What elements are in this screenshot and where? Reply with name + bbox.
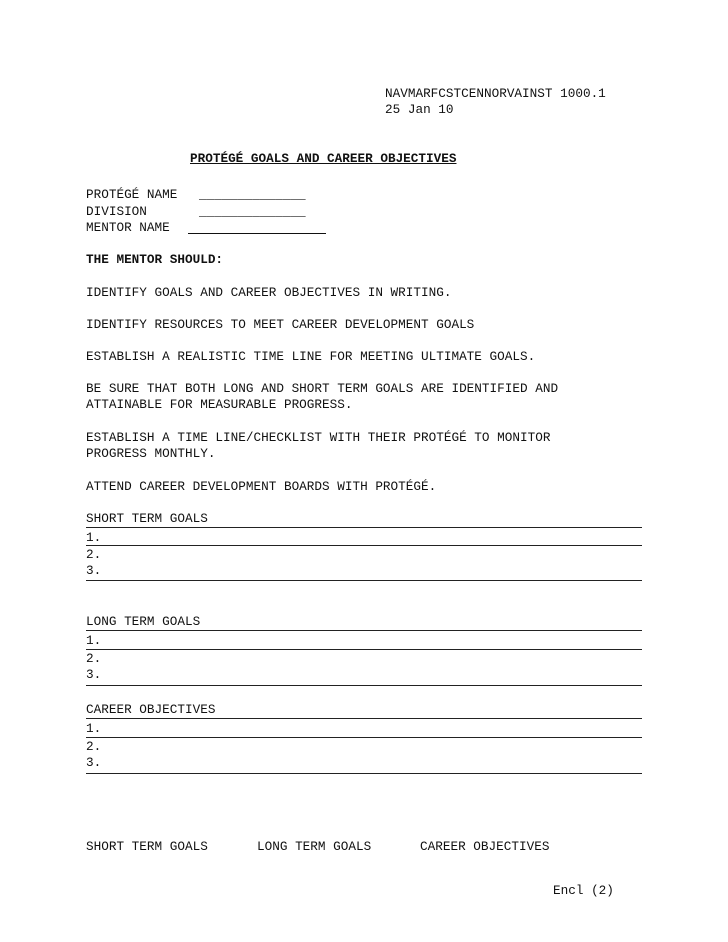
divider xyxy=(86,527,642,528)
divider xyxy=(86,737,642,738)
career-objective-2: 2. xyxy=(86,739,102,754)
mentor-heading: THE MENTOR SHOULD: xyxy=(86,252,224,267)
division-blank: ______________ xyxy=(199,204,306,219)
enclosure-label: Encl (2) xyxy=(553,883,614,898)
divider xyxy=(86,545,642,546)
short-term-goal-1: 1. xyxy=(86,530,102,545)
short-term-goals-label: SHORT TERM GOALS xyxy=(86,511,208,526)
short-term-goal-2: 2. xyxy=(86,547,102,562)
document-date: 25 Jan 10 xyxy=(385,102,454,117)
long-term-goal-1: 1. xyxy=(86,633,102,648)
page-title: PROTÉGÉ GOALS AND CAREER OBJECTIVES xyxy=(190,151,457,166)
mentor-item: IDENTIFY GOALS AND CAREER OBJECTIVES IN WRITING. xyxy=(86,285,452,300)
divider xyxy=(86,685,642,686)
division-label: DIVISION xyxy=(86,204,147,219)
career-objective-3: 3. xyxy=(86,755,102,770)
career-objectives-label: CAREER OBJECTIVES xyxy=(86,702,216,717)
mentor-name-label: MENTOR NAME xyxy=(86,220,170,235)
mentor-item: ATTEND CAREER DEVELOPMENT BOARDS WITH PROTÉGÉ. xyxy=(86,479,437,494)
footer-column-long-term: LONG TERM GOALS xyxy=(257,839,372,854)
career-objective-1: 1. xyxy=(86,721,102,736)
mentor-item: ESTABLISH A TIME LINE/CHECKLIST WITH THEIR PROTÉGÉ TO MONITOR PROGRESS MONTHLY. xyxy=(86,430,551,461)
divider xyxy=(86,630,642,631)
mentor-item: ESTABLISH A REALISTIC TIME LINE FOR MEETING ULTIMATE GOALS. xyxy=(86,349,536,364)
divider xyxy=(86,649,642,650)
long-term-goal-2: 2. xyxy=(86,651,102,666)
mentor-name-line xyxy=(188,233,326,234)
divider xyxy=(86,773,642,774)
protege-name-label: PROTÉGÉ NAME xyxy=(86,187,178,202)
short-term-goal-3: 3. xyxy=(86,563,102,578)
mentor-item: BE SURE THAT BOTH LONG AND SHORT TERM GOALS ARE IDENTIFIED AND ATTAINABLE FOR MEASURABLE PROGRESS. xyxy=(86,381,559,412)
mentor-item: IDENTIFY RESOURCES TO MEET CAREER DEVELOPMENT GOALS xyxy=(86,317,475,332)
divider xyxy=(86,580,642,581)
divider xyxy=(86,718,642,719)
long-term-goals-label: LONG TERM GOALS xyxy=(86,614,201,629)
long-term-goal-3: 3. xyxy=(86,667,102,682)
footer-column-short-term: SHORT TERM GOALS xyxy=(86,839,208,854)
instruction-number: NAVMARFCSTCENNORVAINST 1000.1 xyxy=(385,86,606,101)
protege-name-blank: ______________ xyxy=(199,187,306,202)
footer-column-career: CAREER OBJECTIVES xyxy=(420,839,550,854)
